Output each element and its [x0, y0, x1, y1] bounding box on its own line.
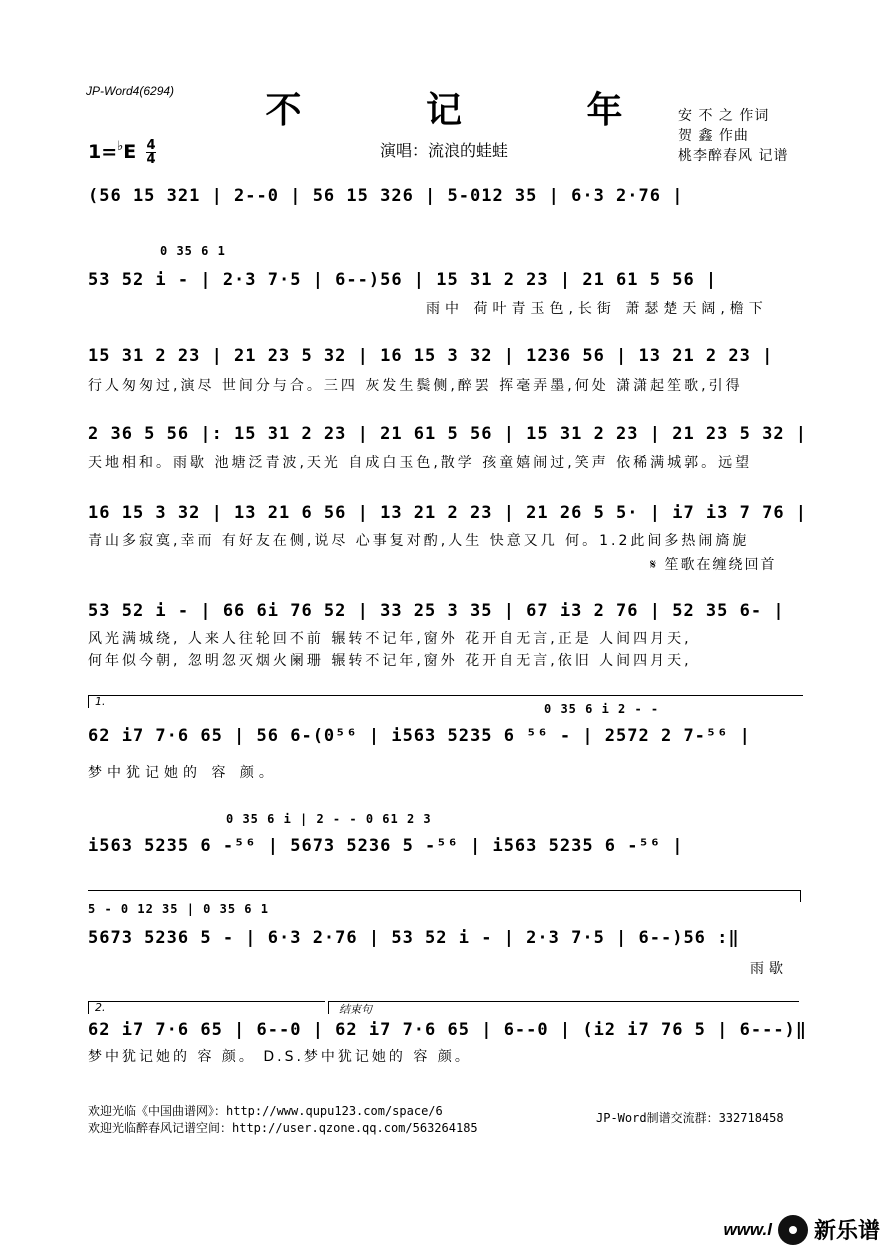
- notation-line: i563 5235 6 -⁵⁶ | 5673 5236 5 -⁵⁶ | i563 5235 6 -⁵⁶ |: [88, 836, 684, 856]
- lyric-line: 天地相和。雨歇 池塘泛青波,天光 自成白玉色,散学 孩童嬉闹过,笑声 依稀满城郭。远望: [88, 455, 753, 471]
- notation-line: (56 15 321 | 2--0 | 56 15 326 | 5-012 35 | 6·3 2·76 |: [88, 186, 684, 206]
- composer-credit: 贺 鑫 作曲: [678, 128, 749, 144]
- notation-line: 62 i7 7·6 65 | 6--0 | 62 i7 7·6 65 | 6--0 | (i2 i7 76 5 | 6---)‖: [88, 1020, 808, 1040]
- footer-links: [88, 1103, 478, 1137]
- lyric-line: 青山多寂寞,幸而 有好友在侧,说尽 心事复对酌,人生 快意又几 何。1.2此间多热闹旖旎: [88, 533, 750, 549]
- notation-line: 5673 5236 5 - | 6·3 2·76 | 53 52 i - | 2·3 7·5 | 6--)56 :‖: [88, 928, 740, 948]
- grace-notation: 5 - 0 12 35 | 0 35 6 1: [88, 902, 269, 916]
- song-title: 不 记 年: [265, 89, 679, 131]
- lyric-line: 梦中犹记她的 容 颜。 D.S.梦中犹记她的 容 颜。: [88, 1049, 472, 1065]
- notation-line: 16 15 3 32 | 13 21 6 56 | 13 21 2 23 | 21 26 5 5· | i7 i3 7 76 |: [88, 503, 808, 523]
- ending-phrase-bracket: 结束句: [328, 1001, 799, 1014]
- notation-line: 53 52 i - | 2·3 7·5 | 6--)56 | 15 31 2 23 | 21 61 5 56 |: [88, 270, 718, 290]
- notation-line: 15 31 2 23 | 21 23 5 32 | 16 15 3 32 | 1236 56 | 13 21 2 23 |: [88, 346, 774, 366]
- lyricist-credit: 安 不 之 作词: [678, 108, 770, 124]
- first-ending-bracket: 1.: [88, 695, 803, 708]
- repeat-bracket-line: [88, 890, 800, 891]
- lyric-line: 何年似今朝, 忽明忽灭烟火阑珊 辗转不记年,窗外 花开自无言,依旧 人间四月天,: [88, 653, 692, 669]
- second-ending-bracket: 2.: [88, 1001, 325, 1014]
- lyric-line: 梦中犹记她的 容 颜。: [88, 765, 278, 781]
- lyric-line: 行人匆匆过,演尽 世间分与合。三四 灰发生鬓侧,醉罢 挥毫弄墨,何处 潇潇起笙歌,引得: [88, 378, 743, 394]
- software-tag: JP-Word4(6294): [86, 84, 175, 98]
- lyric-line: 雨歇: [750, 961, 788, 977]
- record-disc-icon: [778, 1215, 808, 1245]
- grace-notation: 0 35 6 i | 2 - - 0 61 2 3: [226, 812, 432, 826]
- time-signature: 4 4: [146, 138, 156, 167]
- notation-line: 62 i7 7·6 65 | 56 6-(0⁵⁶ | i563 5235 6 ⁵⁶ - | 2572 2 7-⁵⁶ |: [88, 726, 751, 746]
- lyric-line: 雨中 荷叶青玉色,长街 萧瑟楚天阔,檐下: [426, 301, 768, 317]
- key-signature: 1=♭E: [88, 139, 137, 163]
- segno-lyric-line: 𝄋 笙歌在缠绕回首: [650, 557, 777, 573]
- site-logo: [723, 1214, 880, 1245]
- footer-group: JP-Word制谱交流群：332718458: [596, 1111, 784, 1125]
- credits: [678, 106, 788, 166]
- logo-url: www.l: [723, 1219, 772, 1239]
- flat-sign: ♭: [117, 139, 124, 154]
- bracket-end: [800, 890, 801, 902]
- footer-space-link: 欢迎光临醉春风记谱空间：http://user.qzone.qq.com/563264185: [88, 1121, 478, 1135]
- singer-label: 演唱：流浪的蛙蛙: [380, 141, 509, 160]
- grace-notation: 0 35 6 1: [160, 244, 226, 258]
- notation-line: 53 52 i - | 66 6i 76 52 | 33 25 3 35 | 67 i3 2 76 | 52 35 6- |: [88, 601, 785, 621]
- footer-site-link: 欢迎光临《中国曲谱网》：http://www.qupu123.com/space/6: [88, 1104, 443, 1118]
- transcriber-credit: 桃李醉春风 记谱: [678, 148, 789, 164]
- lyric-line: 风光满城绕, 人来人往轮回不前 辗转不记年,窗外 花开自无言,正是 人间四月天,: [88, 631, 692, 647]
- logo-name: 新乐谱: [813, 1219, 880, 1244]
- notation-line: 2 36 5 56 |: 15 31 2 23 | 21 61 5 56 | 15 31 2 23 | 21 23 5 32 |: [88, 424, 808, 444]
- grace-notation: 0 35 6 i 2 - -: [544, 702, 660, 716]
